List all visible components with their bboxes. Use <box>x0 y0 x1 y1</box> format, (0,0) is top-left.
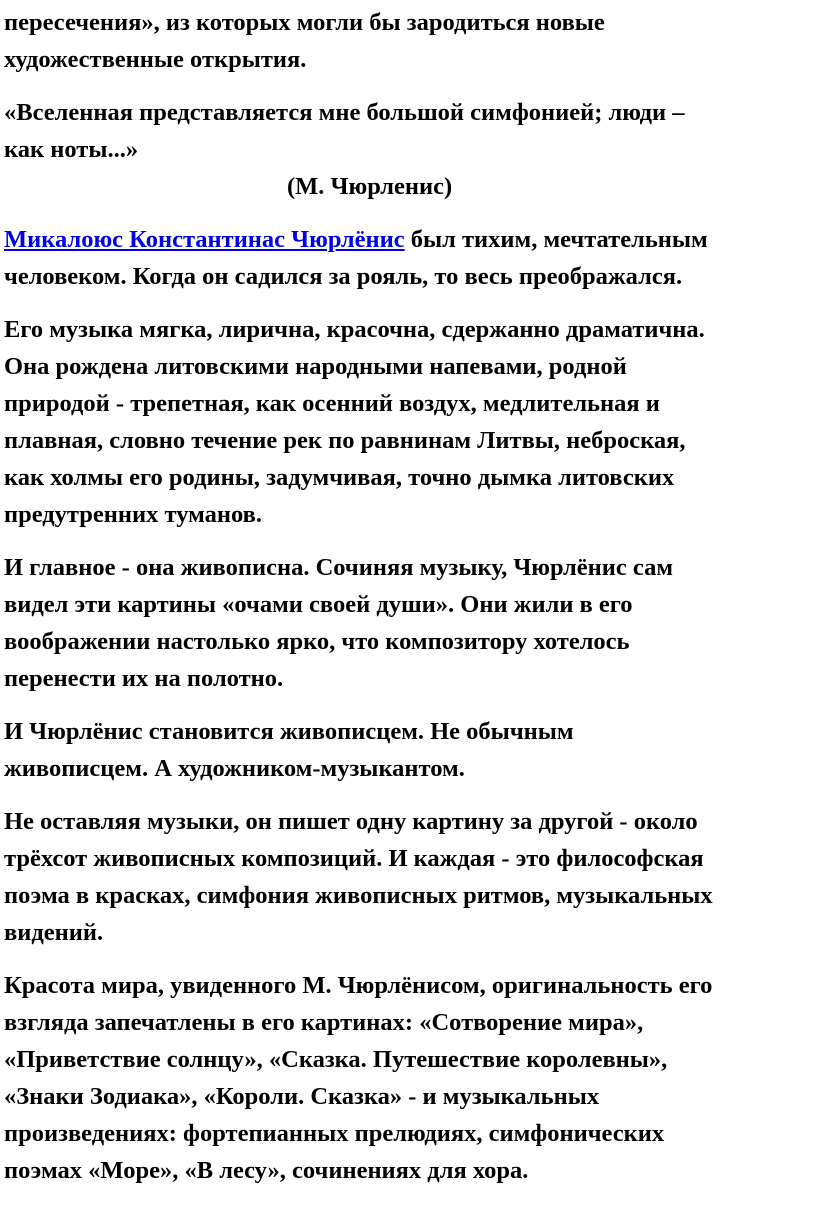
paragraph-compositions: Не оставляя музыки, он пишет одну картину за другой - около трёхсот живописных композиций. И каждая - это философская поэма в красках, симфония живописных ритмов, музыкальных видений. <box>4 808 713 946</box>
paragraph-biography <box>4 221 812 295</box>
quote-paragraph <box>4 94 812 205</box>
quote-text: «Вселенная представляется мне большой симфонией; люди – как ноты...» <box>4 99 685 163</box>
quote-author: (М. Чюрленис) <box>287 173 453 200</box>
ciurlionis-link[interactable]: Микалоюс Константинас Чюрлёнис <box>4 226 405 253</box>
paragraph-becomes-painter: И Чюрлёнис становится живописцем. Не обычным живописцем. А художником-музыкантом. <box>4 718 574 782</box>
paragraph-intro-end: пересечения», из которых могли бы зародиться новые художественные открытия. <box>4 9 605 73</box>
paragraph-painting-vision: И главное - она живописна. Сочиняя музыку, Чюрлёнис сам видел эти картины «очами своей души». Они жили в его воображении настолько ярко, что композитору хотелось перенести их на полотно. <box>4 554 674 692</box>
paragraph-biography-text: был тихим, мечтательным человеком. Когда он садился за рояль, то весь преображался. <box>4 226 708 290</box>
paragraph-works: Красота мира, увиденного М. Чюрлёнисом, оригинальность его взгляда запечатлены в его картинах: «Сотворение мира», «Приветствие солнцу», «Сказка. Путешествие королевны», «Знаки Зодиака», «Короли. Сказка» - и музыкальных произведениях: фортепианных прелюдиях, симфонических поэмах «Море», «В лесу», сочинениях для хора. <box>4 972 713 1184</box>
paragraph-music: Его музыка мягка, лирична, красочна, сдержанно драматична. Она рождена литовскими народными напевами, родной природой - трепетная, как осенний воздух, медлительная и плавная, словно течение рек по равнинам Литвы, неброская, как холмы его родины, задумчивая, точно дымка литовских предутренних туманов. <box>4 316 705 528</box>
